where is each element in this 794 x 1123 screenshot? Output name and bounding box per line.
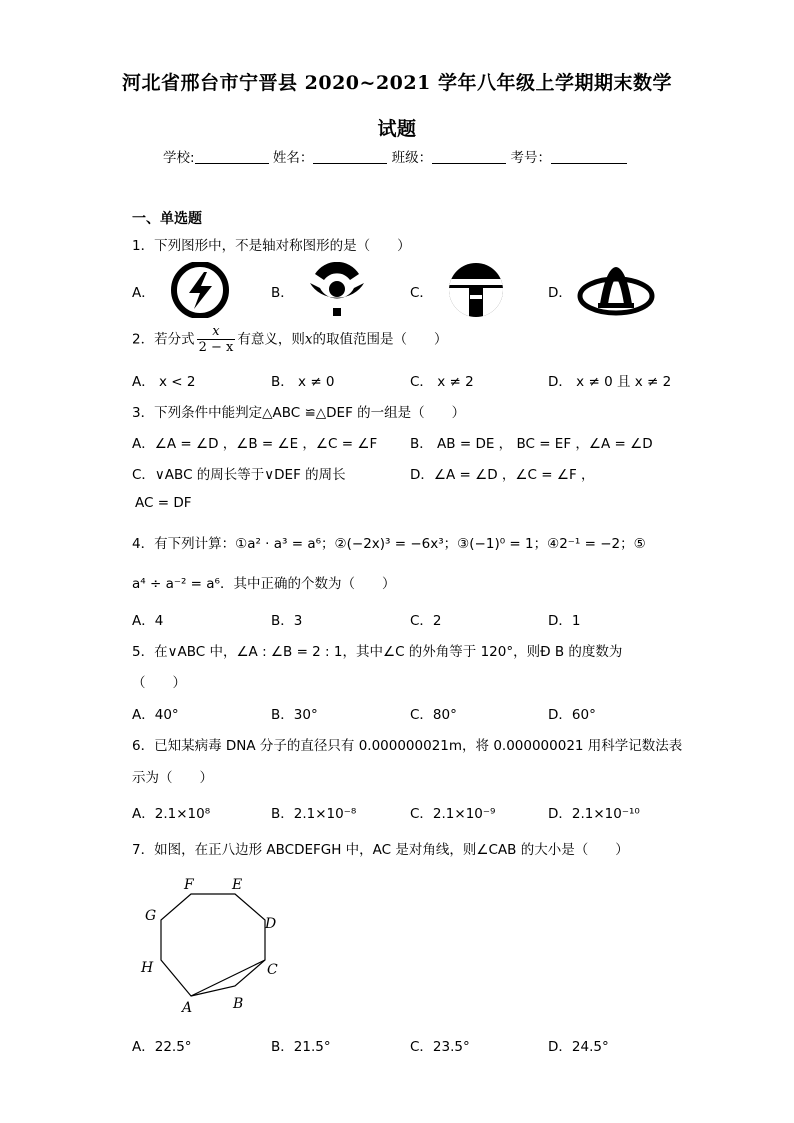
q4-option-b: B．3: [271, 613, 303, 629]
name-label: 姓名：: [272, 150, 314, 166]
q4-item-1: ①a² · a³ = a⁶: [235, 536, 322, 552]
q4-item-2: ②(−2x)³ = −6x³: [334, 536, 444, 552]
question-6-stem: 6．已知某病毒 DNA 分子的直径只有 0.000000021m，将 0.000000021 用科学记数法表: [132, 738, 683, 754]
q2-suffix-a: 有意义，则: [237, 331, 305, 348]
q2-suffix-b: 的取值范围是（ ）: [312, 331, 448, 348]
school-blank[interactable]: [195, 149, 269, 164]
bowl-circle-logo-icon: [303, 262, 371, 318]
q7-option-b: B．21.5°: [271, 1039, 331, 1055]
vertex-label-b: B: [233, 996, 244, 1012]
question-4-stem-continued: [132, 572, 395, 592]
class-label: 班级：: [391, 150, 433, 166]
octagon-figure: [135, 872, 285, 1017]
name-blank[interactable]: [313, 149, 387, 164]
question-6-stem-continued: 示为（ ）: [132, 770, 213, 786]
exam-number-blank[interactable]: [551, 149, 627, 164]
q5-option-d: D．60°: [548, 707, 596, 723]
vertex-label-d: D: [265, 916, 277, 932]
q4-option-d: D．1: [548, 613, 581, 629]
q1-option-d-label: D．: [548, 285, 572, 301]
q4-item-3: ③(−1)⁰ = 1: [457, 536, 534, 552]
exam-number-label: 考号：: [510, 150, 551, 166]
q3-option-d-continuation: AC = DF: [135, 495, 192, 511]
q2-variable: x: [304, 331, 313, 348]
q5-option-b: B．30°: [271, 707, 318, 723]
question-5-stem-continued: （ ）: [132, 675, 186, 691]
q5-option-a: A．40°: [132, 707, 179, 723]
q2-fraction-numerator: x: [212, 324, 220, 339]
q2-prefix: 2．若分式: [132, 331, 195, 348]
q1-option-c-label: C．: [410, 285, 433, 301]
vertex-label-g: G: [145, 908, 157, 924]
q4-item-5: a⁴ ÷ a⁻² = a⁶: [132, 576, 220, 592]
q7-option-c: C．23.5°: [410, 1039, 470, 1055]
q2-option-d: D． x ≠ 0 且 x ≠ 2: [548, 374, 672, 390]
vertex-label-h: H: [141, 960, 154, 976]
vertex-label-c: C: [267, 962, 278, 978]
section-title: 一、单选题: [132, 211, 202, 227]
regular-octagon: [161, 894, 265, 996]
q3-option-a: A．∠A = ∠D ，∠B = ∠E ，∠C = ∠F: [132, 436, 378, 452]
q3-option-c: C．∨ABC 的周长等于∨DEF 的周长: [132, 467, 346, 483]
q7-option-d: D．24.5°: [548, 1039, 609, 1055]
q3-option-b: B． AB = DE ， BC = EF ，∠A = ∠D: [410, 436, 653, 452]
question-7-stem: 7．如图，在正八边形 ABCDEFGH 中，AC 是对角线，则∠CAB 的大小是（ ）: [132, 842, 629, 858]
question-4-stem: 4．有下列计算：①a² · a³ = a⁶；②(−2x)³ = −6x³；③(−1)⁰ = 1；④2⁻¹ = −2；⑤: [132, 536, 646, 552]
question-5-stem: 5．在∨ABC 中，∠A : ∠B = 2 : 1，其中∠C 的外角等于 120°，则Ð B 的度数为: [132, 644, 623, 660]
q6-option-c: C．2.1×10⁻⁹: [410, 806, 496, 822]
q2-fraction: [197, 324, 236, 355]
split-disc-logo-icon: [443, 262, 509, 318]
q6-option-d: D．2.1×10⁻¹⁰: [548, 806, 640, 822]
ring-arch-logo-icon: [576, 262, 656, 318]
vertex-label-a: A: [182, 1000, 193, 1016]
student-info-fields: [163, 146, 627, 166]
exam-title-line-1: 河北省邢台市宁晋县 2020~2021 学年八年级上学期期末数学: [122, 72, 672, 94]
q4-option-a: A．4: [132, 613, 164, 629]
q6-option-b: B．2.1×10⁻⁸: [271, 806, 357, 822]
q7-option-a: A．22.5°: [132, 1039, 192, 1055]
exam-title-line-2: 试题: [377, 118, 417, 140]
vertex-label-f: F: [184, 877, 194, 893]
q4-option-c: C．2: [410, 613, 442, 629]
diagonal-ac: [191, 960, 265, 996]
q3-option-d: D．∠A = ∠D ，∠C = ∠F ，: [410, 467, 595, 483]
lightning-circle-logo-icon: [167, 262, 233, 318]
q2-option-a: A． x < 2: [132, 374, 196, 390]
q4-suffix: ．其中正确的个数为（ ）: [219, 576, 396, 592]
class-blank[interactable]: [432, 149, 506, 164]
q1-option-b-label: B．: [271, 285, 294, 301]
q1-option-a-label: A．: [132, 285, 155, 301]
school-label: 学校:: [163, 150, 195, 166]
question-3-stem: 3．下列条件中能判定△ABC ≌△DEF 的一组是（ ）: [132, 405, 466, 421]
q6-option-a: A．2.1×10⁸: [132, 806, 211, 822]
q2-fraction-denominator: 2 − x: [198, 340, 234, 355]
q4-item-4: ④2⁻¹ = −2: [547, 536, 621, 552]
question-2-stem: [132, 324, 447, 355]
q5-option-c: C．80°: [410, 707, 457, 723]
q4-item-5-marker: ⑤: [633, 536, 646, 552]
q4-prefix: 4．有下列计算：: [132, 536, 236, 552]
question-1-stem: 1．下列图形中，不是轴对称图形的是（ ）: [132, 238, 411, 254]
q2-option-c: C． x ≠ 2: [410, 374, 474, 390]
q2-option-b: B． x ≠ 0: [271, 374, 335, 390]
vertex-label-e: E: [232, 877, 243, 893]
